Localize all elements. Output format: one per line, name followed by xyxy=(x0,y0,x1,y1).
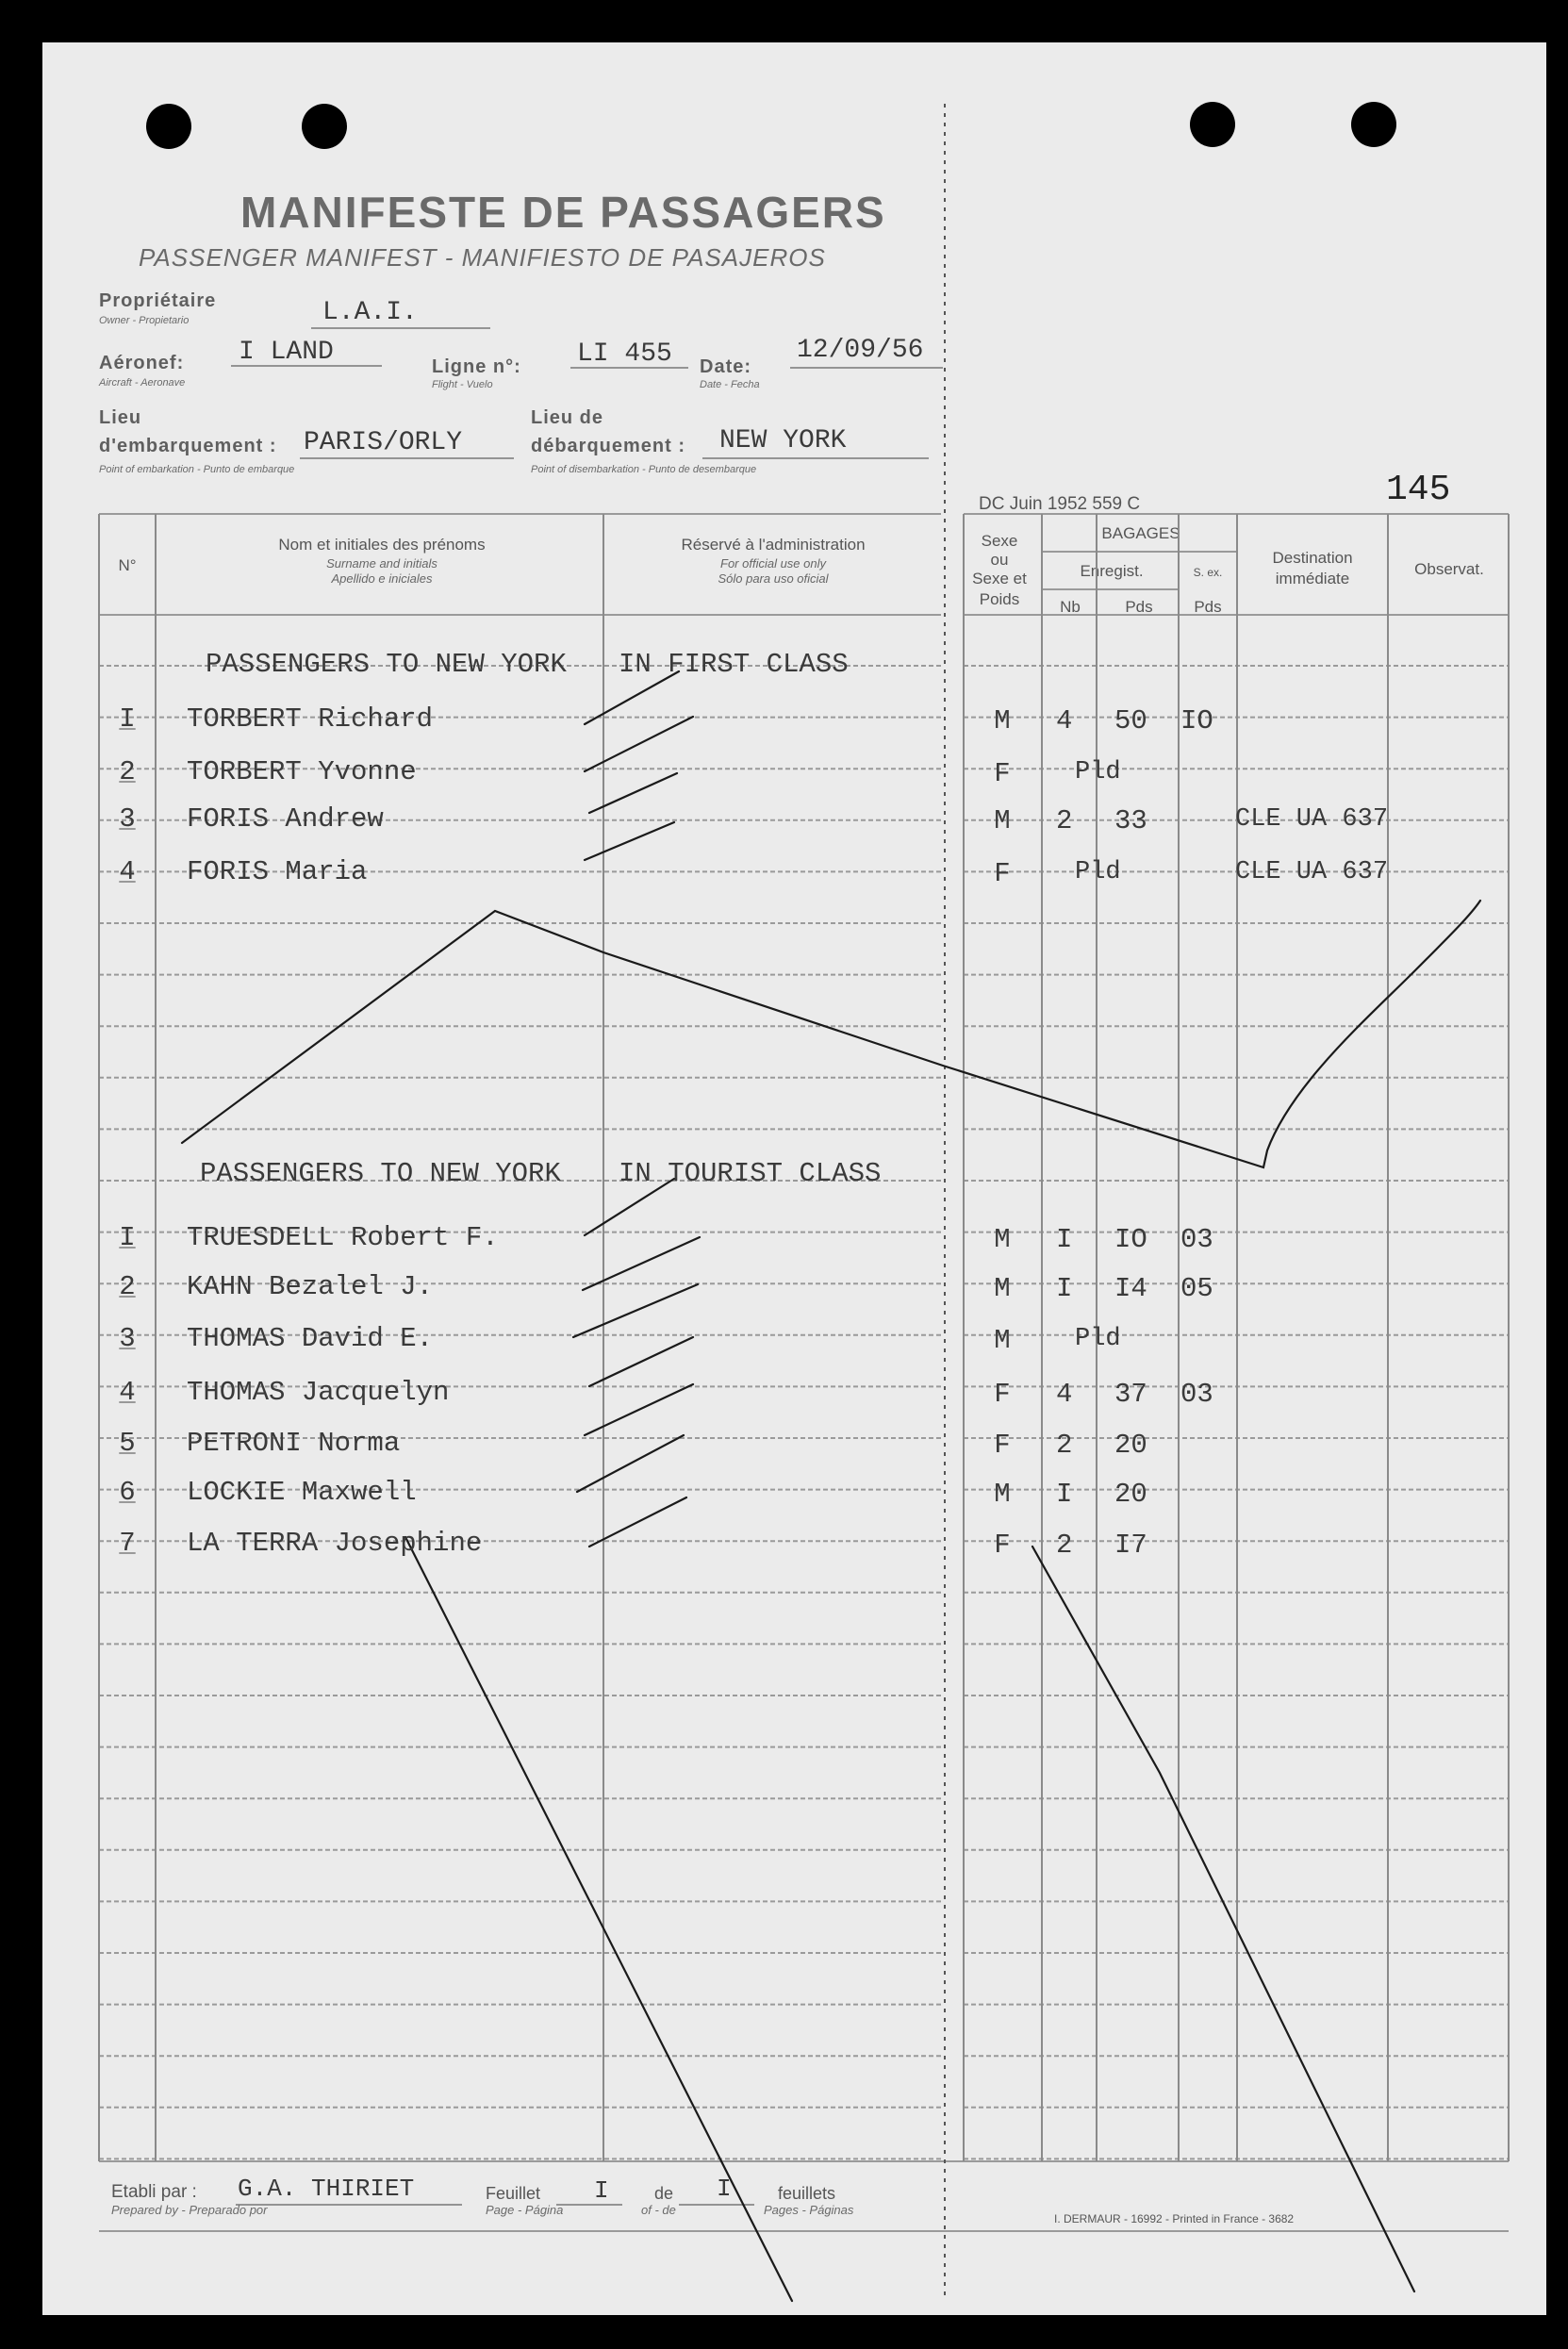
flight-sublabel: Flight - Vuelo xyxy=(432,379,493,390)
page-number: 145 xyxy=(1386,470,1451,510)
owner-label: Propriétaire xyxy=(99,290,217,311)
col-header-observ: Observat. xyxy=(1414,560,1484,578)
date-value: 12/09/56 xyxy=(797,336,924,365)
passenger-sex: M xyxy=(994,1325,1011,1356)
col-header-bagages: BAGAGES xyxy=(1101,524,1180,542)
passenger-sex: F xyxy=(994,1530,1011,1561)
owner-value: L.A.I. xyxy=(322,298,418,327)
baggage-weight: 33 xyxy=(1114,805,1147,836)
excess-weight: IO xyxy=(1180,705,1213,736)
passenger-name: THOMAS Jacquelyn xyxy=(187,1377,450,1408)
baggage-weight: 37 xyxy=(1114,1379,1147,1410)
feuillet-label: Feuillet xyxy=(486,2184,541,2203)
col-header-destination-1: Destination xyxy=(1272,549,1353,567)
flight-label: Ligne n°: xyxy=(432,356,521,377)
aircraft-value: I LAND xyxy=(239,338,334,367)
passenger-sex: F xyxy=(994,1430,1011,1461)
baggage-weight: I7 xyxy=(1114,1530,1147,1561)
baggage-count: Pld xyxy=(1075,858,1121,886)
section-heading-left: PASSENGERS TO NEW YORK xyxy=(200,1158,561,1189)
passenger-sex: M xyxy=(994,805,1011,836)
passenger-name: LOCKIE Maxwell xyxy=(187,1477,417,1508)
total-pages-value: I xyxy=(717,2175,732,2203)
row-number: 3 xyxy=(119,803,136,835)
feuillets-label: feuillets xyxy=(778,2184,836,2203)
col-header-admin-en: For official use only xyxy=(720,556,826,571)
page-sublabel: Page - Página xyxy=(486,2203,564,2217)
passenger-name: FORIS Maria xyxy=(187,856,368,887)
aircraft-label: Aéronef: xyxy=(99,353,185,373)
passenger-sex: F xyxy=(994,858,1011,889)
col-header-admin: Réservé à l'administration xyxy=(681,536,866,554)
baggage-weight: 20 xyxy=(1114,1430,1147,1461)
passenger-name: FORIS Andrew xyxy=(187,803,384,835)
baggage-count: Pld xyxy=(1075,758,1121,786)
col-header-sex-1: Sexe xyxy=(981,532,1018,550)
row-number: I xyxy=(119,703,136,735)
embarkation-sublabel: Point of embarkation - Punto de embarque xyxy=(99,464,295,475)
date-sublabel: Date - Fecha xyxy=(700,379,760,390)
excess-weight: 03 xyxy=(1180,1379,1213,1410)
col-header-nb: Nb xyxy=(1060,598,1081,616)
flight-value: LI 455 xyxy=(577,339,672,369)
field-underlines xyxy=(231,328,943,2205)
baggage-count: 4 xyxy=(1056,1379,1073,1410)
passenger-name: PETRONI Norma xyxy=(187,1428,401,1459)
row-number: 3 xyxy=(119,1323,136,1354)
owner-sublabel: Owner - Propietario xyxy=(99,315,190,326)
baggage-count: 2 xyxy=(1056,805,1073,836)
de-label: de xyxy=(654,2184,674,2203)
prepared-by-value: G.A. THIRIET xyxy=(238,2175,415,2203)
passenger-name: TORBERT Richard xyxy=(187,703,434,735)
baggage-count: 2 xyxy=(1056,1530,1073,1561)
baggage-weight: I4 xyxy=(1114,1273,1147,1304)
passenger-sex: M xyxy=(994,1224,1011,1255)
col-header-no: N° xyxy=(118,556,137,574)
row-number: 6 xyxy=(119,1477,136,1508)
col-header-sex-3: Sexe et xyxy=(972,570,1027,587)
row-number: 7 xyxy=(119,1528,136,1559)
passenger-name: THOMAS David E. xyxy=(187,1323,434,1354)
feuillet-value: I xyxy=(594,2176,609,2205)
embarkation-label-line2: d'embarquement : xyxy=(99,436,277,456)
pages-sublabel: Pages - Páginas xyxy=(764,2203,854,2217)
disembarkation-sublabel: Point of disembarkation - Punto de desembarque xyxy=(531,464,757,475)
baggage-count: I xyxy=(1056,1479,1073,1510)
baggage-count: Pld xyxy=(1075,1325,1121,1353)
col-header-excess: S. ex. xyxy=(1193,566,1223,579)
row-number: 2 xyxy=(119,1271,136,1302)
baggage-count: I xyxy=(1056,1224,1073,1255)
col-header-pds: Pds xyxy=(1125,598,1153,616)
destination: CLE UA 637 xyxy=(1235,858,1389,886)
excess-weight: 03 xyxy=(1180,1224,1213,1255)
col-header-name-en: Surname and initials xyxy=(326,556,437,571)
prepared-by-label: Etabli par : xyxy=(111,2182,197,2202)
section-heading-right: IN TOURIST CLASS xyxy=(619,1158,882,1189)
of-sublabel: of - de xyxy=(641,2203,676,2217)
aircraft-sublabel: Aircraft - Aeronave xyxy=(99,377,186,389)
passenger-name: TRUESDELL Robert F. xyxy=(187,1222,499,1253)
excess-weight: 05 xyxy=(1180,1273,1213,1304)
passenger-sex: F xyxy=(994,1379,1011,1410)
embarkation-label-line1: Lieu xyxy=(99,407,142,428)
row-number: 4 xyxy=(119,856,136,887)
col-header-sex-2: ou xyxy=(990,551,1009,569)
passenger-sex: M xyxy=(994,1273,1011,1304)
passenger-name: LA TERRA Josephine xyxy=(187,1528,483,1559)
section-heading-right: IN FIRST CLASS xyxy=(619,649,849,680)
disembarkation-value: NEW YORK xyxy=(719,426,847,455)
passenger-sex: M xyxy=(994,705,1011,736)
col-header-enregist: Enregist. xyxy=(1080,562,1144,580)
baggage-weight: 50 xyxy=(1114,705,1147,736)
manifest-subtitle: PASSENGER MANIFEST - MANIFIESTO DE PASAJEROS xyxy=(139,243,826,272)
col-header-admin-es: Sólo para uso oficial xyxy=(718,571,829,586)
prepared-by-sublabel: Prepared by - Preparado por xyxy=(111,2203,268,2217)
manifest-title: MANIFESTE DE PASSAGERS xyxy=(240,188,886,237)
baggage-count: I xyxy=(1056,1273,1073,1304)
col-header-name-es: Apellido e iniciales xyxy=(331,571,433,586)
printer-credit: I. DERMAUR - 16992 - Printed in France - 3682 xyxy=(1054,2212,1295,2225)
date-label: Date: xyxy=(700,356,752,377)
passenger-sex: F xyxy=(994,758,1011,789)
passenger-name: KAHN Bezalel J. xyxy=(187,1271,434,1302)
col-header-sex-4: Poids xyxy=(979,590,1020,608)
destination: CLE UA 637 xyxy=(1235,805,1389,834)
form-code: DC Juin 1952 559 C xyxy=(979,494,1141,514)
passenger-name: TORBERT Yvonne xyxy=(187,756,417,787)
passenger-sex: M xyxy=(994,1479,1011,1510)
baggage-count: 2 xyxy=(1056,1430,1073,1461)
disembarkation-label-line1: Lieu de xyxy=(531,407,604,428)
embarkation-value: PARIS/ORLY xyxy=(304,428,463,457)
row-number: I xyxy=(119,1222,136,1253)
col-header-pds2: Pds xyxy=(1194,598,1222,616)
baggage-count: 4 xyxy=(1056,705,1073,736)
col-header-destination-2: immédiate xyxy=(1275,570,1350,587)
baggage-weight: 20 xyxy=(1114,1479,1147,1510)
row-number: 2 xyxy=(119,756,136,787)
row-number: 5 xyxy=(119,1428,136,1459)
col-header-name: Nom et initiales des prénoms xyxy=(278,536,486,554)
disembarkation-label-line2: débarquement : xyxy=(531,436,686,456)
section-heading-left: PASSENGERS TO NEW YORK xyxy=(206,649,567,680)
row-number: 4 xyxy=(119,1377,136,1408)
baggage-weight: IO xyxy=(1114,1224,1147,1255)
